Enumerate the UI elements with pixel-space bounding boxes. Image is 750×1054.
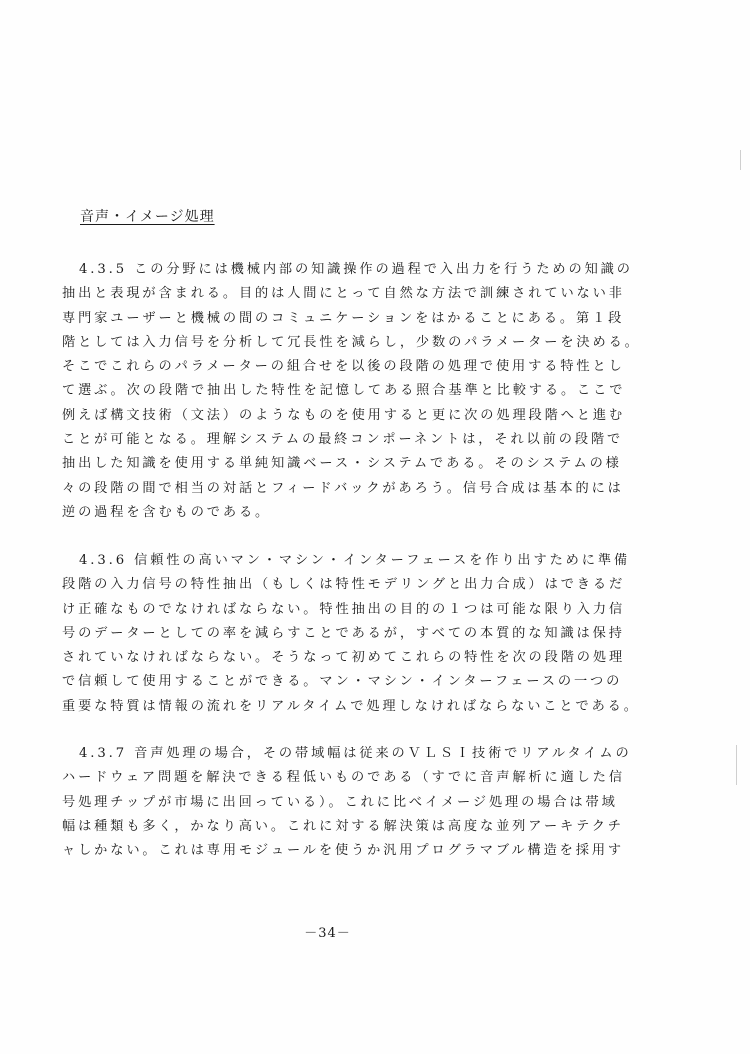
text-line: 号のデーターとしての率を減らすことであるが，すべての本質的な知識は保持 (62, 625, 625, 641)
paragraph-4-3-5 (62, 258, 702, 525)
text-line: ことが可能となる。理解システムの最終コンポーネントは，それ以前の段階で (62, 432, 624, 448)
page-number: －34－ (304, 926, 351, 941)
text-line: ャしかない。これは専用モジュールを使うか汎用プログラマブル構造を採用す (62, 843, 625, 859)
text-line: で信頼して使用することができる。マン・マシン・インターフェースの一つの (62, 674, 623, 690)
text-line: 重要な特質は情報の流れをリアルタイムで処理しなければならないことである。 (62, 698, 640, 714)
section-heading: 音声・イメージ処理 (80, 209, 215, 225)
text-line: 階としては入力信号を分析して冗長性を減らし，少数のパラメーターを決める。 (62, 334, 641, 350)
paragraph-4-3-7 (62, 742, 702, 863)
text-line: 4.3.5 この分野には機械内部の知識操作の過程で入出力を行うための知識の (79, 262, 633, 277)
text-line: て選ぶ。次の段階で抽出した特性を記憶してある照合基準と比較する。ここで (62, 383, 626, 399)
text-line: 逆の過程を含むものである。 (62, 504, 272, 520)
text-line: 号処理チップが市場に出回っている）。これに比べイメージ処理の場合は帯域 (62, 794, 618, 810)
text-line: け正確なものでなければならない。特性抽出の目的の１つは可能な限り入力信 (62, 601, 626, 617)
scan-mark (740, 150, 741, 170)
text-line: 4.3.6 信頼性の高いマン・マシン・インターフェースを作り出すために準備 (79, 553, 631, 568)
text-line: 4.3.7 音声処理の場合，その帯域幅は従来のＶＬＳＩ技術でリアルタイムの (79, 746, 632, 761)
text-line: 段階の入力信号の特性抽出（もしくは特性モデリングと出力合成）はできるだ (62, 577, 626, 593)
text-line: されていなければならない。そうなって初めてこれらの特性を次の段階の処理 (62, 650, 626, 666)
text-line: 々の段階の間で相当の対話とフィードバックがあろう。信号合成は基本的には (62, 480, 624, 496)
text-line: 例えば構文技術（文法）のようなものを使用すると更に次の処理段階へと進む (62, 407, 626, 423)
paragraph-4-3-6 (62, 549, 702, 719)
scan-mark (736, 745, 737, 785)
text-line: 幅は種類も多く，かなり高い。これに対する解決策は高度な並列アーキテクチ (62, 818, 624, 834)
text-line: 抽出した知識を使用する単純知識ベース・システムである。そのシステムの様 (62, 456, 622, 472)
text-line: 抽出と表現が含まれる。目的は人間にとって自然な方法で訓練されていない非 (62, 286, 625, 302)
text-line: ハードウェア問題を解決できる程低いものである（すでに音声解析に適した信 (62, 770, 625, 786)
text-line: そこでこれらのパラメーターの組合せを以後の段階の処理で使用する特性とし (62, 359, 625, 375)
text-line: 専門家ユーザーと機械の間のコミュニケーションをはかることにある。第１段 (62, 310, 625, 326)
